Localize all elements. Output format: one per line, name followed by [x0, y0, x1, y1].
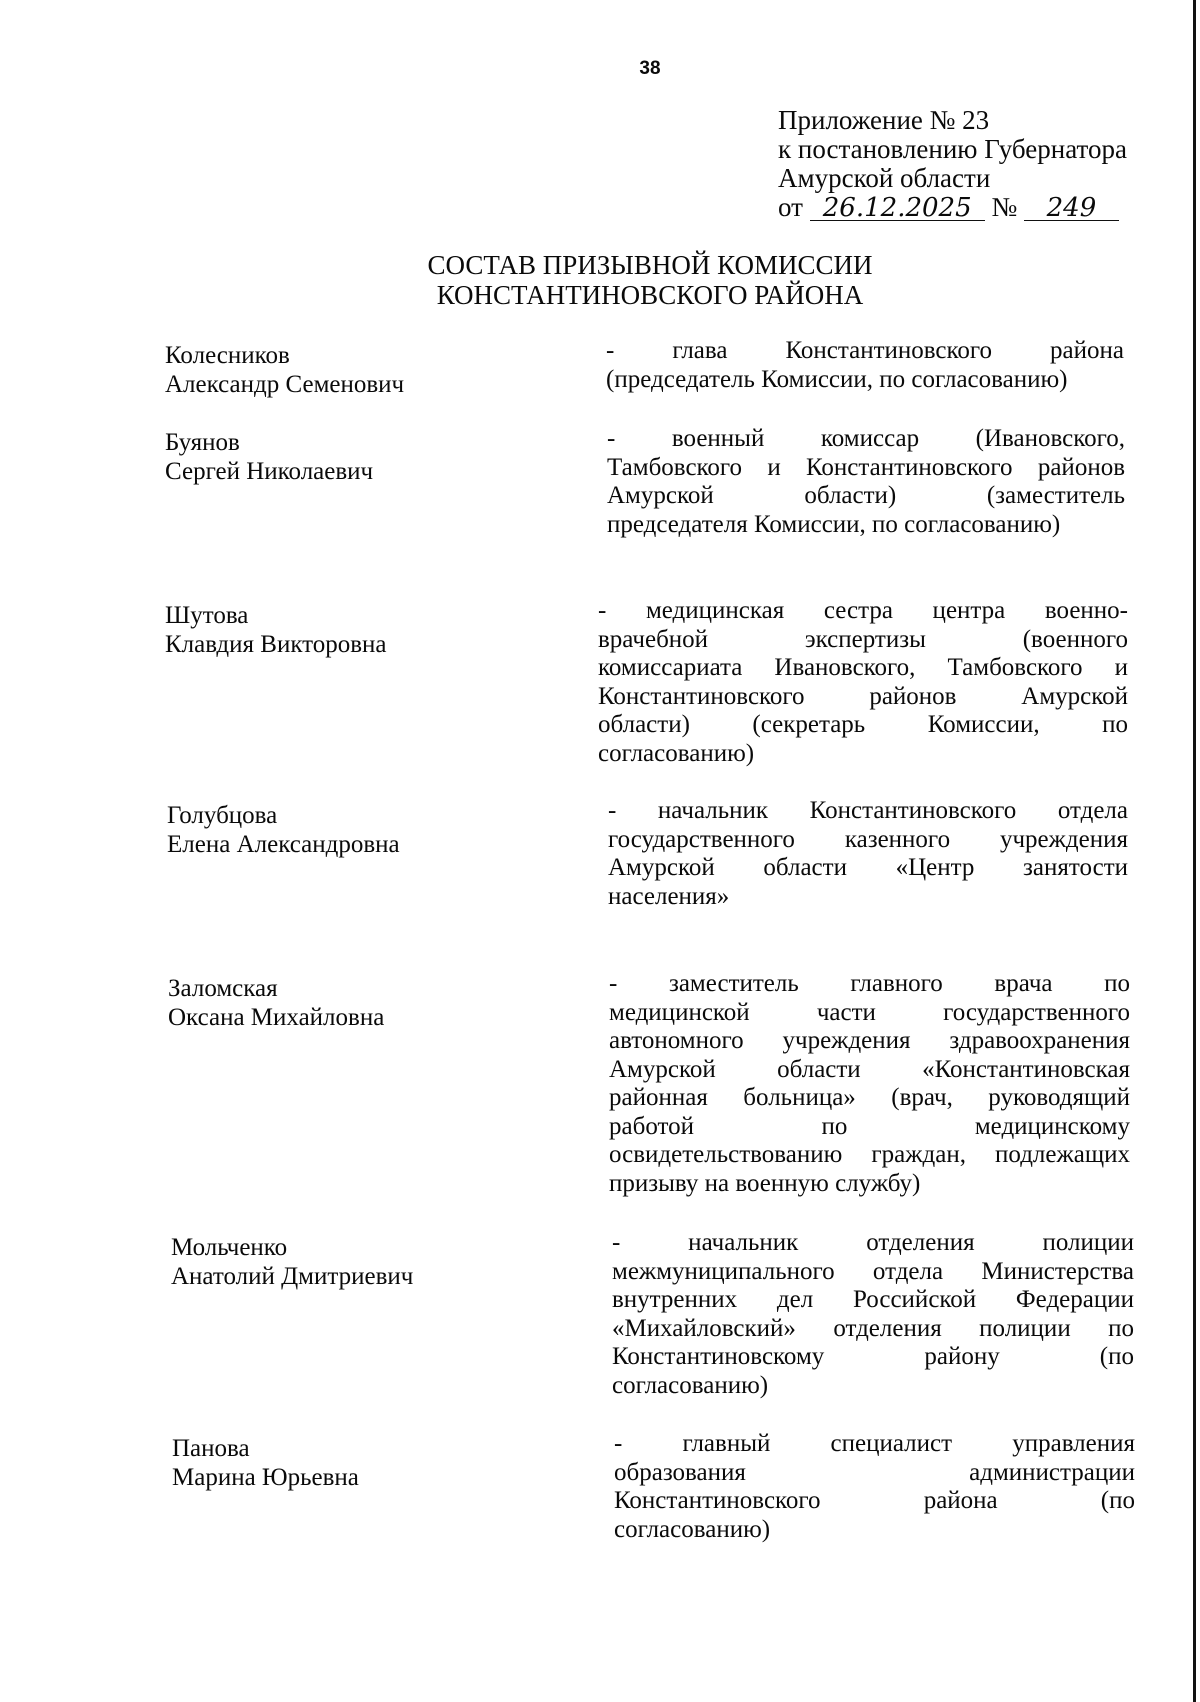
member-given-names: Елена Александровна	[167, 831, 400, 858]
role-line: государственного казенного учреждения	[608, 825, 1128, 853]
member-surname: Шутова	[165, 602, 249, 629]
member-given-names: Клавдия Викторовна	[165, 631, 387, 658]
member-given-names: Марина Юрьевна	[172, 1464, 359, 1491]
role-line: работой по медицинскому	[609, 1112, 1130, 1140]
role-line: области) (секретарь Комиссии, по	[598, 711, 1128, 738]
member-name	[165, 341, 404, 399]
from-label: от	[778, 192, 803, 222]
member-surname: Колесников	[165, 342, 290, 369]
member-given-names: Александр Семенович	[165, 371, 405, 398]
page-number: 38	[639, 58, 661, 79]
member-surname: Буянов	[165, 429, 240, 456]
role-line: Амурской области) (заместитель	[607, 482, 1125, 509]
member-surname: Голубцова	[167, 802, 278, 829]
role-line: Амурской области «Центр занятости	[608, 854, 1128, 881]
member-surname: Мольченко	[171, 1234, 288, 1261]
appendix-line-2: к постановлению Губернатора	[778, 134, 1127, 164]
role-line: Константиновского районов Амурской	[598, 682, 1128, 710]
role-line: Амурской области «Константиновская	[609, 1055, 1130, 1083]
role-line: межмуниципального отдела Министерства	[612, 1257, 1134, 1285]
role-line: - начальник отделения полиции	[612, 1229, 1134, 1256]
role-line: согласованию)	[614, 1515, 771, 1543]
role-line: Тамбовского и Константиновского районов	[607, 453, 1125, 481]
role-line: согласованию)	[598, 739, 755, 767]
appendix-block	[778, 106, 1127, 222]
role-line: - глава Константиновского района	[606, 337, 1124, 364]
role-line: призыву на военную службу)	[609, 1169, 921, 1197]
role-line: (председатель Комиссии, по согласованию)	[606, 365, 1068, 393]
appendix-date-line	[778, 193, 1127, 222]
member-name	[167, 801, 400, 859]
member-surname: Заломская	[168, 975, 278, 1002]
role-line: внутренних дел Российской Федерации	[612, 1286, 1134, 1313]
document-title	[0, 250, 1200, 310]
member-role	[598, 597, 1128, 768]
role-line: врачебной экспертизы (военного	[598, 625, 1128, 653]
role-line: - главный специалист управления	[614, 1430, 1135, 1457]
decree-date: 26.12.2025	[810, 196, 985, 221]
role-line: населения»	[608, 882, 730, 910]
role-line: - заместитель главного врача по	[609, 970, 1130, 997]
role-line: образования администрации	[614, 1458, 1135, 1486]
member-given-names: Сергей Николаевич	[165, 458, 374, 485]
member-name	[172, 1434, 359, 1492]
appendix-line-3: Амурской области	[778, 163, 991, 193]
member-role	[607, 425, 1125, 539]
member-name	[168, 974, 384, 1032]
role-line: председателя Комиссии, по согласованию)	[607, 510, 1061, 538]
role-line: районная больница» (врач, руководящий	[609, 1084, 1130, 1111]
member-role	[614, 1430, 1135, 1544]
role-line: - начальник Константиновского отдела	[608, 797, 1128, 824]
decree-number: 249	[1024, 196, 1119, 221]
member-surname: Панова	[172, 1435, 250, 1462]
role-line: комиссариата Ивановского, Тамбовского и	[598, 654, 1128, 681]
role-line: Константиновскому району (по	[612, 1343, 1134, 1370]
member-name	[171, 1233, 413, 1291]
role-line: медицинской части государственного	[609, 998, 1130, 1026]
role-line: автономного учреждения здравоохранения	[609, 1027, 1130, 1054]
role-line: - военный комиссар (Ивановского,	[607, 425, 1125, 452]
member-role	[606, 337, 1124, 394]
title-line-1: СОСТАВ ПРИЗЫВНОЙ КОМИССИИ	[427, 250, 873, 280]
number-label: №	[991, 192, 1018, 222]
role-line: Константиновского района (по	[614, 1487, 1135, 1514]
member-name	[165, 601, 387, 659]
role-line: освидетельствованию граждан, подлежащих	[609, 1141, 1130, 1168]
role-line: - медицинская сестра центра военно-	[598, 597, 1128, 624]
member-role	[608, 797, 1128, 911]
member-role	[609, 970, 1130, 1198]
member-role	[612, 1229, 1134, 1400]
member-given-names: Оксана Михайловна	[168, 1004, 385, 1031]
title-line-2: КОНСТАНТИНОВСКОГО РАЙОНА	[436, 280, 864, 310]
role-line: «Михайловский» отделения полиции по	[612, 1314, 1134, 1342]
member-name	[165, 428, 373, 486]
appendix-line-1: Приложение № 23	[778, 105, 990, 135]
member-given-names: Анатолий Дмитриевич	[171, 1263, 414, 1290]
role-line: согласованию)	[612, 1371, 769, 1399]
